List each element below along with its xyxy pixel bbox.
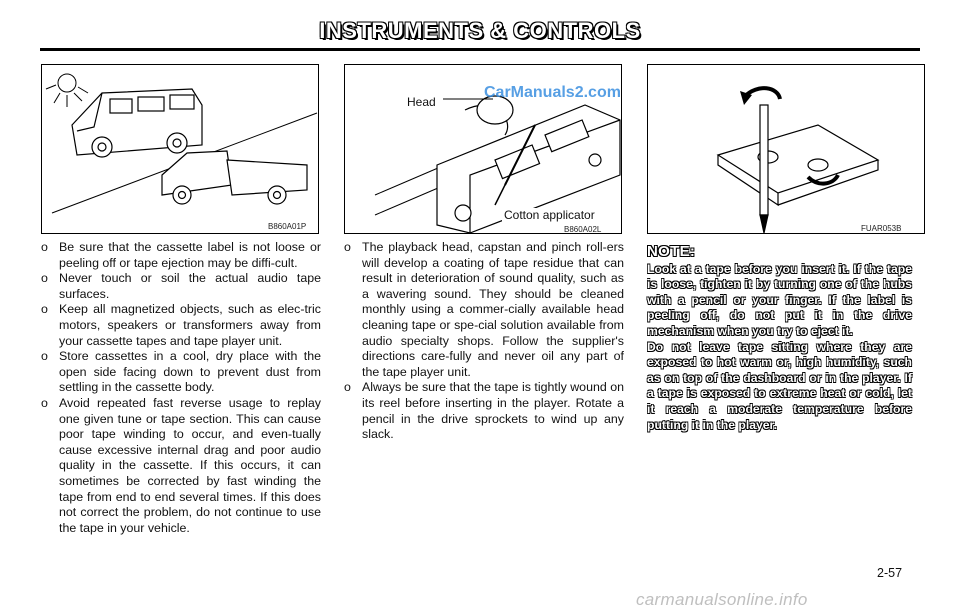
column-left (41, 240, 321, 536)
list-item: o Never touch or soil the actual audio tape surfaces. (41, 271, 321, 301)
column-middle (344, 240, 624, 443)
list-item: o Store cassettes in a cool, dry place with the open side facing down to prevent dust from settling in the cassette body. (41, 349, 321, 395)
list-item: o Always be sure that the tape is tightly wound on its reel before inserting in the player. Rotate a pencil in the drive sprockets to wind up any slack. (344, 380, 624, 442)
figure-code: B860A02L (564, 225, 602, 234)
list-item: o Be sure that the cassette label is not loose or peeling off or tape ejection may be diffi-cult. (41, 240, 321, 270)
list-item: o The playback head, capstan and pinch roll-ers will develop a coating of tape residue that can result in deterioration of sound quality, such as a wavering sound. They should be cleaned monthly using a commer-cially available head cleaning tape or spe-cial solution available from audio specialty shops. Follow the supplier's directions care-fully and never oil any part of the tape player unit. (344, 240, 624, 379)
note-title: NOTE: (647, 243, 696, 260)
watermark-carmanuals: CarManuals2.com (484, 84, 621, 101)
list-item: o Avoid repeated fast reverse usage to replay one given tune or tape section. This can cause poor tape winding to occur, and even-tually cause excessive internal drag and poor audio quality in the cassette. If this occurs, it can sometimes be corrected by fast winding the tape from end to end several times. If this does not correct the problem, do not continue to use the tape in your vehicle. (41, 395, 321, 535)
vans-illustration (42, 65, 319, 234)
cassette-icon (718, 125, 878, 205)
van-icon (72, 89, 202, 157)
column-right-note (647, 240, 912, 433)
figure-cassette-pencil (647, 64, 925, 234)
truck-icon (162, 151, 307, 204)
header-divider (40, 48, 920, 51)
list-item: o Keep all magnetized objects, such as elec-tric motors, speakers or transformers away from your cassette tapes and tape player unit. (41, 302, 321, 348)
sun-icon (46, 74, 88, 107)
cotton-applicator-label: Cotton applicator (504, 208, 595, 222)
note-paragraph-1: Look at a tape before you insert it. If the tape is loose, tighten it by turning one of the hubs with a pencil or your finger. If the label is peeling off, do not put it in the drive mechanism when you try to eject it. (647, 261, 912, 338)
footer-site-watermark: carmanualsonline.info (636, 590, 808, 609)
head-label: Head (407, 95, 436, 109)
figure-code: B860A01P (268, 222, 307, 231)
pencil-icon (760, 105, 768, 233)
page-header-title: INSTRUMENTS & CONTROLS (319, 18, 641, 43)
figure-vans-in-sun (41, 64, 319, 234)
figure-code: FUAR053B (861, 224, 902, 233)
page-number: 2-57 (877, 566, 903, 580)
note-paragraph-2: Do not leave tape sitting where they are exposed to hot warm or, high humidity, such as on top of the dashboard or in the player. If a tape is exposed to extreme heat or cold, let it reach a moderate temperature before putting it in the player. (647, 339, 912, 432)
cassette-pencil-illustration (648, 65, 925, 234)
